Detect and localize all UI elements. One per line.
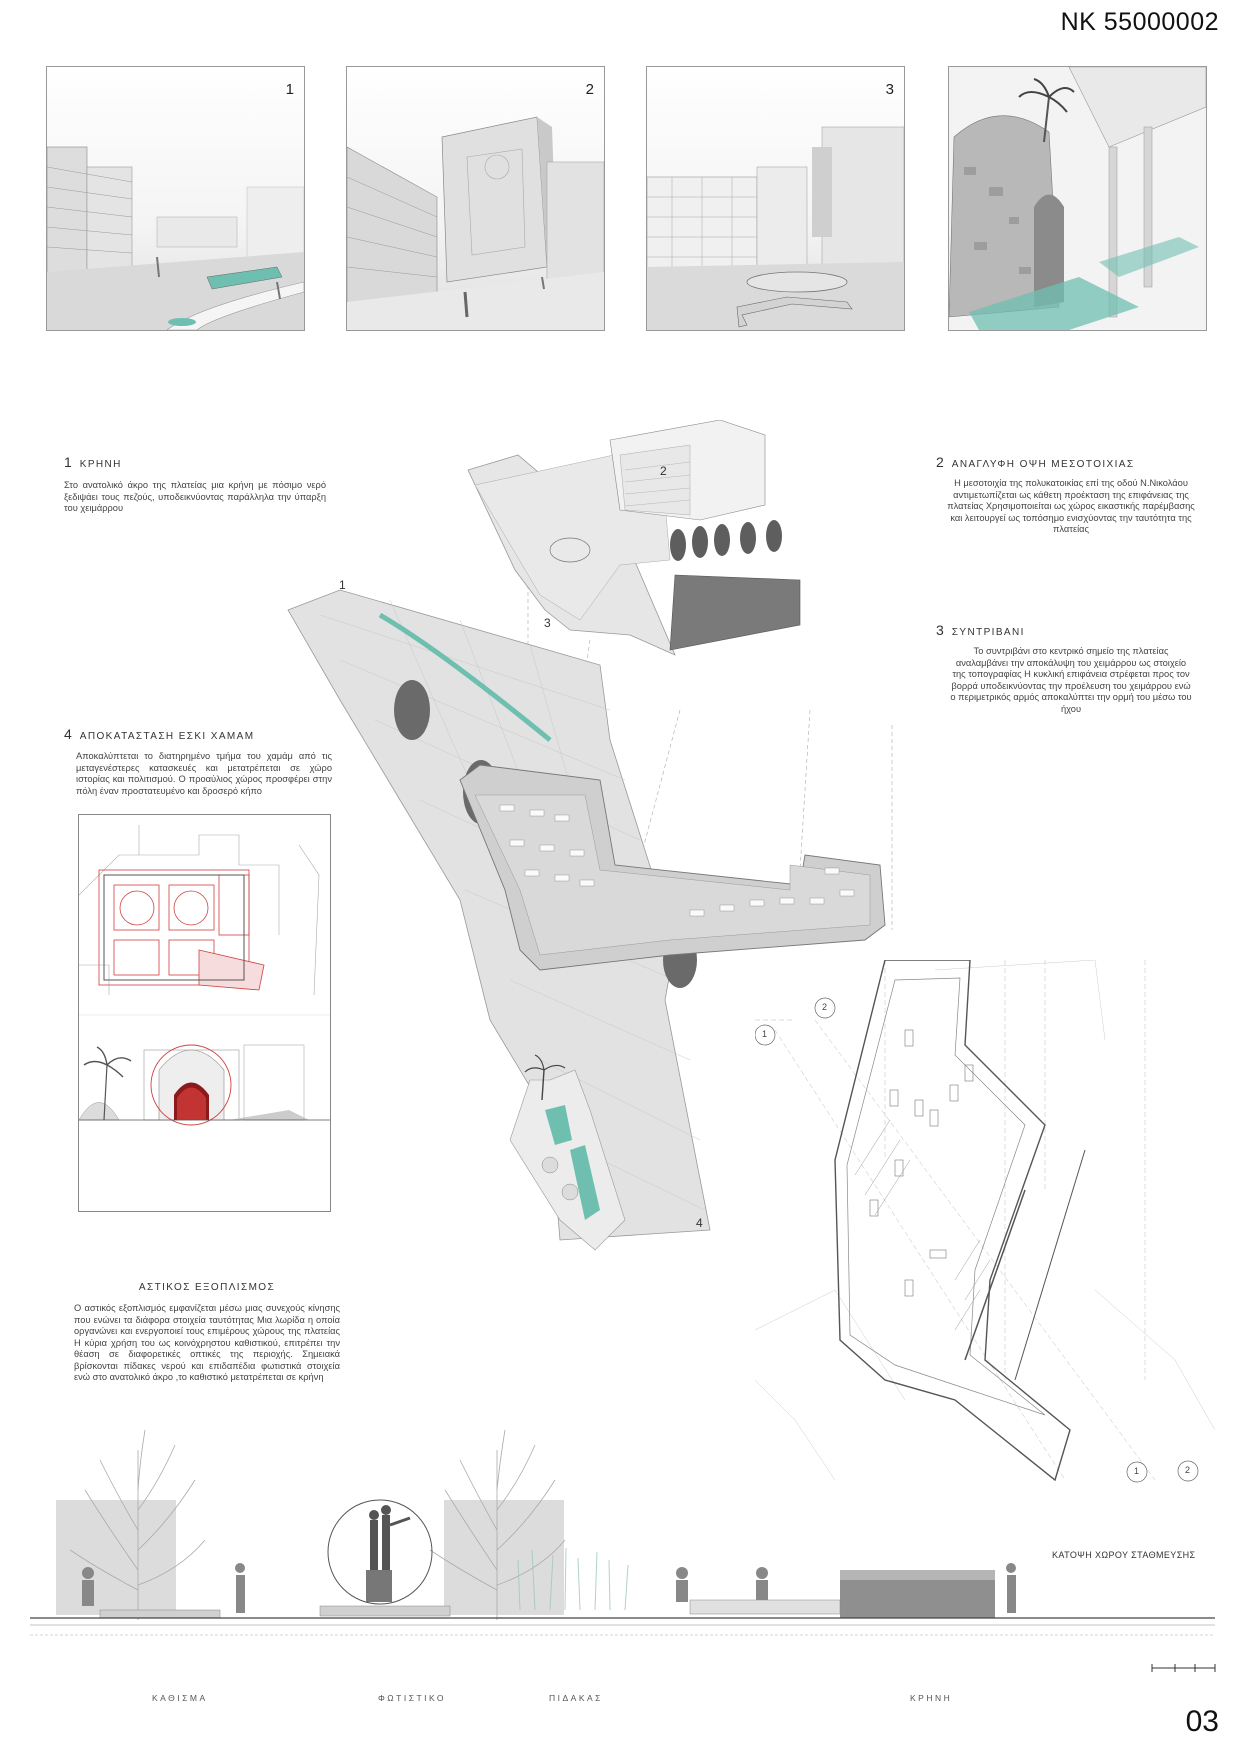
section-label-fountain: ΚΡΗΝΗ xyxy=(910,1693,953,1703)
render-4-illustration xyxy=(949,67,1206,330)
section-body: Το συντριβάνι στο κεντρικό σημείο της πλατείας αναλαμβάνει την αποκάλυψη του χειμάρρου ως στοιχείο της τοπογραφίας Η κυκλική επιφάνεια στρέφεται προς τον βορρά υποδεικνύοντας την προέλευση του χειμάρρου ενώ ο περιμετρικός αρμός αποκαλύπτει την ορμή του μέσω του ήχου xyxy=(950,646,1192,714)
section-title: ΑΝΑΓΛΥΦΗ ΟΨΗ ΜΕΣΟΤΟΙΧΙΑΣ xyxy=(951,459,1135,470)
render-relief-wall-view xyxy=(346,66,605,331)
render-2-illustration xyxy=(347,67,604,330)
axo-label-4: 4 xyxy=(696,1216,703,1230)
street-section-drawing xyxy=(0,1420,1241,1685)
axo-label-2: 2 xyxy=(660,464,667,478)
scale-bar xyxy=(1152,1664,1215,1672)
render-number: 3 xyxy=(885,81,894,98)
render-3-illustration xyxy=(647,67,904,330)
axo-label-1: 1 xyxy=(339,578,346,592)
section-title: ΑΠΟΚΑΤΑΣΤΑΣΗ ΕΣΚΙ ΧΑΜΑΜ xyxy=(79,731,255,742)
section-label-lighting: ΦΩΤΙΣΤΙΚΟ xyxy=(378,1693,447,1703)
render-hamam-view xyxy=(948,66,1207,331)
section-number: 2 xyxy=(936,454,944,470)
section-title: ΑΣΤΙΚΟΣ ΕΞΟΠΛΙΣΜΟΣ xyxy=(138,1282,276,1293)
axo-building xyxy=(610,420,765,520)
plan-grid-label-2b: 2 xyxy=(1185,1465,1191,1475)
render-number: 2 xyxy=(585,81,594,98)
section-body: Η μεσοτοιχία της πολυκατοικίας επί της οδού Ν.Νικολάου αντιμετωπίζεται ως κάθετη προέκταση της επιφάνειας της πλατείας Χρησιμοποιείται ως χώρος εικαστικής παρέμβασης και λειτουργεί ως τοπόσημο ενισχύοντας την ταυτότητα της πλατείας xyxy=(947,478,1195,534)
plan-grid-markers xyxy=(755,998,1198,1482)
section-body: Αποκαλύπτεται το διατηρημένο τμήμα του χαμάμ από τις μεταγενέστερες κατασκευές και μετατρέπεται σε χώρο ιστορίας και πολιτισμού. Ο προαύλιος χώρος προσφέρει στην πόλη έναν προστατευμένο και δροσερό κήπο xyxy=(76,751,332,796)
plan-title: ΚΑΤΟΨΗ ΧΩΡΟΥ ΣΤΑΘΜΕΥΣΗΣ xyxy=(1052,1550,1196,1560)
plan-grid-label-2: 2 xyxy=(822,1002,828,1012)
plan-grid-label-1b: 1 xyxy=(1134,1466,1140,1476)
axo-row-trees xyxy=(670,520,782,561)
sheet-code: NK 55000002 xyxy=(1060,8,1219,36)
section-title: ΚΡΗΝΗ xyxy=(79,459,122,470)
render-fountain-view xyxy=(46,66,305,331)
render-fountain-square-view xyxy=(646,66,905,331)
section-number: 4 xyxy=(64,726,72,742)
parking-plan-drawing xyxy=(755,960,1215,1490)
section-number: 1 xyxy=(64,454,72,470)
section-title: ΣΥΝΤΡΙΒΑΝΙ xyxy=(951,627,1025,638)
render-1-illustration xyxy=(47,67,304,330)
section-statue xyxy=(366,1505,410,1602)
section-number: 3 xyxy=(936,622,944,638)
section-label-jets: ΠΙΔΑΚΑΣ xyxy=(549,1693,603,1703)
axo-label-3: 3 xyxy=(544,616,551,630)
section-body: Ο αστικός εξοπλισμός εμφανίζεται μέσω μιας συνεχούς κίνησης που ενώνει τα διάφορα στοιχεία ταυτότητας Μια λωρίδα η οποία οργανώνει και ενεργοποιεί τους επιμέρους χώρους της πλατείας Η κύρια χρήση του ως κοινόχρηστου καθιστικού, επιτρέπει την θέαση σε διαφορετικές οπτικές της περιοχής. Σημειακά βρίσκονται πίδακες νερού και επιδαπέδια φωτιστικά στοιχεία ενώ στο ανατολικό άκρο ,το καθιστικό μετατρέπεται σε κρήνη xyxy=(74,1303,340,1382)
page-number: 03 xyxy=(1185,1705,1219,1738)
section-label-seating: ΚΑΘΙΣΜΑ xyxy=(152,1693,208,1703)
render-number: 1 xyxy=(285,81,294,98)
plan-grid-label-1: 1 xyxy=(762,1029,768,1039)
section-fountain-jets xyxy=(936,622,1206,715)
section-body: Στο ανατολικό άκρο της πλατείας μια κρήνη με πόσιμο νερό ξεδιψάει τους πεζούς, υποδεικνύοντας παράλληλα την ύπαρξη του χειμάρρου xyxy=(64,480,326,513)
section-relief-wall xyxy=(936,454,1206,536)
